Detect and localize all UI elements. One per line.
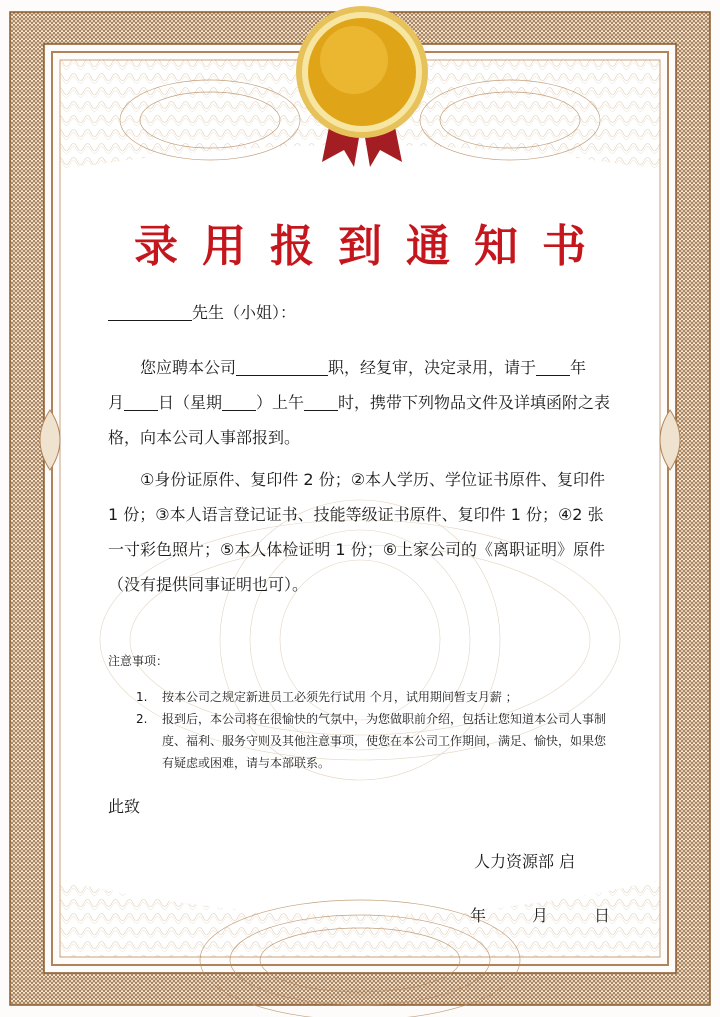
p1-text-g: 时，携带下列物品文件及详填函附之表格，向本公司人事部报到。	[108, 393, 611, 447]
paragraph-documents	[108, 462, 613, 602]
date-row	[470, 903, 610, 926]
date-year: 年	[470, 906, 487, 925]
page-title: 录用报到通知书	[134, 221, 610, 272]
documents-list: ①身份证原件、复印件 2 份；②本人学历、学位证书原件、复印件 1 份；③本人语言登记证书、技能等级证书原件、复印件 1 份；④2 张一寸彩色照片；⑤本人体检证明 1 份；⑥上家公司的《离职证明》原件（没有提供同事证明也可）。	[108, 470, 606, 594]
closing: 此致	[108, 797, 141, 816]
paragraph-arrival	[108, 350, 613, 455]
date-day: 日	[593, 906, 610, 925]
salutation-suffix: 先生（小姐）：	[192, 303, 297, 322]
p1-text-b: 职，经复审，决定录用，请于	[328, 358, 537, 377]
gold-medal-icon	[292, 2, 432, 167]
p1-text-d: 月	[108, 393, 125, 412]
p1-text-f: ）上午	[256, 393, 305, 412]
p1-text-a: 您应聘本公司	[140, 358, 237, 377]
p1-text-c: 年	[570, 358, 587, 377]
year-blank[interactable]	[536, 359, 570, 376]
month-blank[interactable]	[124, 394, 158, 411]
note-text: 报到后，本公司将在很愉快的气氛中，为您做职前介绍，包括让您知道本公司人事制度、福利、服务守则及其他注意事项，使您在本公司工作期间，满足、愉快，如果您有疑虑或困难，请与本部联系。	[162, 712, 607, 770]
name-blank[interactable]	[108, 304, 192, 321]
signature: 人力资源部 启	[474, 852, 576, 871]
position-blank[interactable]	[236, 359, 328, 376]
note-number: 1.	[136, 690, 148, 704]
note-number: 2.	[136, 712, 148, 726]
weekday-blank[interactable]	[222, 394, 256, 411]
hour-blank[interactable]	[304, 394, 338, 411]
notes-list	[136, 686, 616, 774]
list-item	[136, 686, 616, 708]
salutation	[108, 300, 613, 323]
p1-text-e: 日（星期	[158, 393, 223, 412]
note-text: 按本公司之规定新进员工必须先行试用 个月，试用期间暂支月薪 ；	[162, 690, 518, 704]
notes-title: 注意事项：	[108, 654, 169, 668]
date-month: 月	[531, 906, 548, 925]
list-item	[136, 708, 616, 774]
